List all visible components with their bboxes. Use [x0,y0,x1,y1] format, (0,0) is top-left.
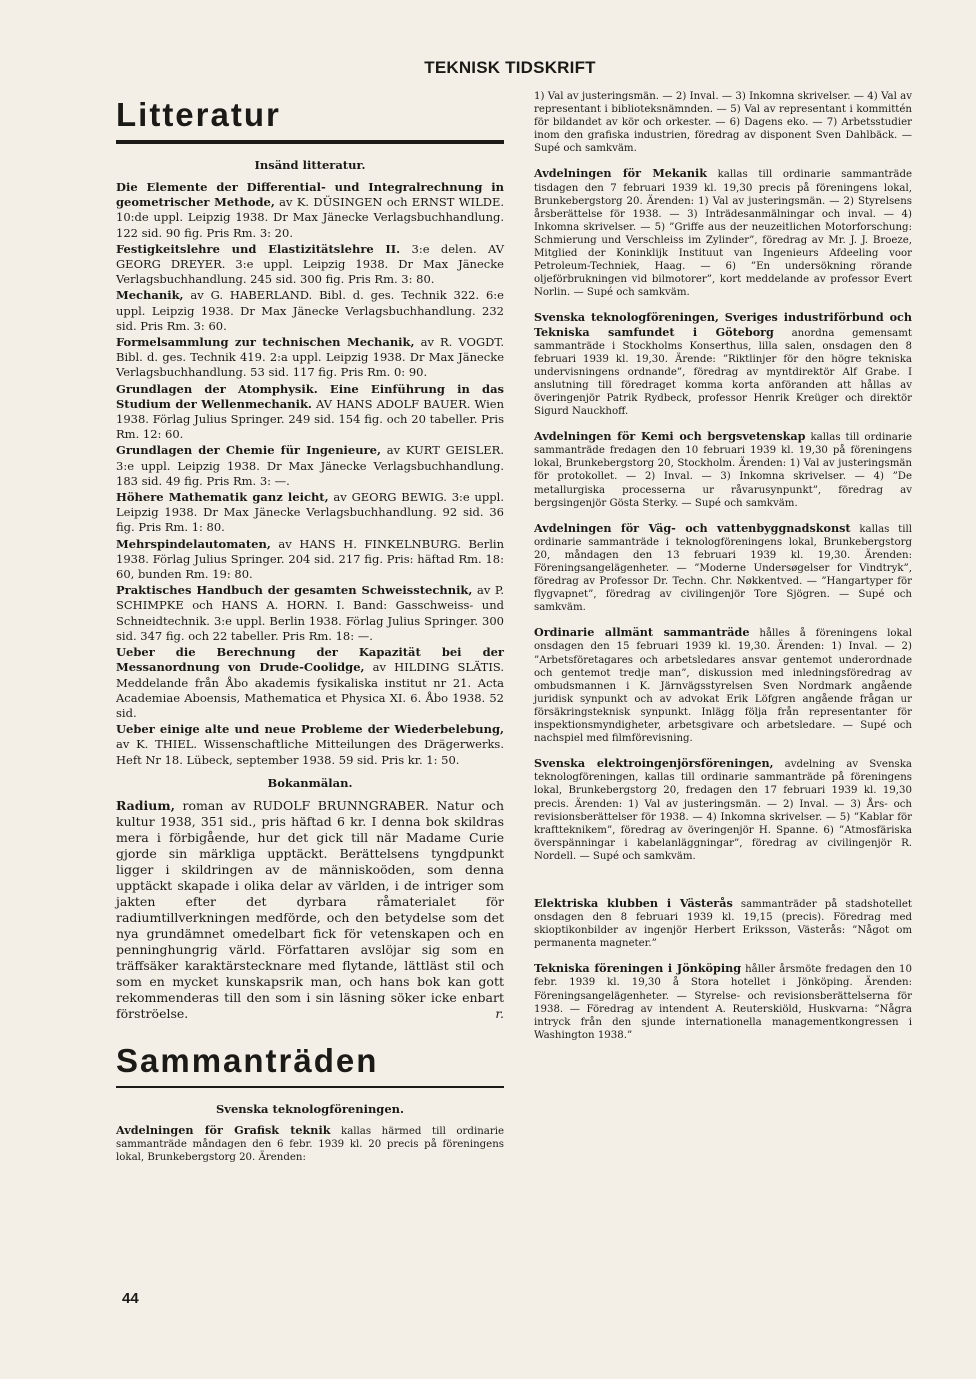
spacer [534,875,912,897]
section-rule [116,140,504,144]
meeting-notice: Elektriska klubben i Västerås sammanträder på stadshotellet onsdagen den 8 februari 1939 kl. 19,15 (precis). Föredrag med skioptikonbilder av ingenjör Herbert Eriksson, Västerås: ”Något om permanenta magneter.” [534,895,912,950]
subhead-insand-litteratur: Insänd litteratur. [254,158,366,172]
book-entry: Formelsammlung zur technischen Mechanik, av R. VOGDT. Bibl. d. ges. Technik 419. 2:a uppl. Leipzig 1938. Dr Max Jänecke Verlagsbuchhandlung. 53 sid. 117 fig. Pris Rm. 0: 90. [116,335,504,380]
reviewer-signature: r. [495,1005,504,1021]
meeting-notice: Avdelningen för Mekanik kallas till ordinarie sammanträde tisdagen den 7 februari 1939 kl. 19,30 precis på föreningens lokal, Brunkebergstorg 20. Ärenden: 1) Val av justeringsmän. — 2) Styrelsens årsberättelse för 1938. — 3) Inträdesanmälningar och inval. — 4) Inkomna skrivelser. — 5) ”Griffe aus der neuzeitlichen Motorforschung: Schmierung und Verschleiss im Zylinder”, föredrag av Mr. J. J. Broeze, Mitglied der Koninklijk Instituut van Ingenieurs Afdeeling voor Petroleum-Techniek, Haag. — 6) ”En undersökning rörande oljeförbrukningen vid bilmotorer”, kort meddelande av professor Evert Norlin. — Supé och samkväm. [534,166,912,299]
left-column [116,94,504,1176]
section-rule [116,1086,504,1088]
book-entry: Die Elemente der Differential- und Integralrechnung in geometrischer Methode, av K. DÜSINGEN och ERNST WILDE. 10:de uppl. Leipzig 1938. Dr Max Jänecke Verlagsbuchhandlung. 122 sid. 90 fig. Pris Rm. 3: 20. [116,180,504,240]
right-column [534,90,912,1054]
book-entry: Ueber einige alte und neue Probleme der Wiederbelebung, av K. THIEL. Wissenschaftliche Mitteilungen des Drägerwerks. Heft Nr 18. Lübeck, september 1938. 59 sid. Pris kr. 1: 50. [116,722,504,767]
section-title-litteratur: Litteratur [116,96,281,133]
section-title-sammantraden: Sammanträden [116,1041,379,1079]
meeting-notice: Svenska elektroingenjörsföreningen, avdelning av Svenska teknologföreningen, kallas till ordinarie sammanträde på föreningens lokal, Brunkebergstorg 20, fredagen den 17 februari 1939 kl. 19,30 precis. Ärenden: 1) Val av justeringsmän. — 2) Inval. — 3) Års- och revisionsberättelser för 1938. — 4) Inkomna skrivelser. — 5) ”Kablar för kraftteknikem”, föredrag av överingenjör H. Spanne. 6) ”Atmosfäriska överspänningar i kabelanläggningar”, föredrag av civilingenjör R. Nordell. — Supé och samkväm. [534,756,912,862]
meeting-notice: Avdelningen för Grafisk teknik kallas härmed till ordinarie sammanträde måndagen den 6 febr. 1939 kl. 20 precis på föreningens lokal, Brunkebergstorg 20. Ärenden: [116,1122,504,1163]
book-entry: Ueber die Berechnung der Kapazität bei der Messanordnung von Drude-Coolidge, av HILDING SLÄTIS. Meddelande från Åbo akademis fysikaliska institut nr 21. Acta Academiae Aboensis, Mathematica et Physica XI. 6. Åbo 1938. 52 sid. [116,645,504,720]
meeting-notice: Svenska teknologföreningen, Sveriges industriförbund och Tekniska samfundet i Göteborg anordna gemensamt sammanträde i Stockholms Konserthus, lilla salen, onsdagen den 8 februari 1939 kl. 19,30. Ärende: ”Riktlinjer för den högre tekniska undervisningens ordnande”, föredrag av myntdirektör Alf Grabe. I anslutning till föredraget komma korta anföranden att hållas av överingenjör Patrik Rydbeck, professor Henrik Kreüger och direktör Sigurd Nauckhoff. [534,310,912,418]
meeting-notice: Ordinarie allmänt sammanträde hålles å föreningens lokal onsdagen den 15 februari 1939 kl. 19,30. Ärenden: 1) Inval. — 2) ”Arbetsföretagares och arbetsledares ansvar gentemot underordnade och gentemot tredje man”, diskussion med inledningsföredrag av ombudsmannen i K. Järnvägsstyrelsen Sven Nordmark angående juridisk synpunkt och av advokat Erik Löfgren angående frågan ur försäkringsteknisk synpunkt. Inlägg följa från representanter för inspektionsmyndigheter, arbetsgivare och arbetsledare. — Supé och nachspiel med filmförevisning. [534,625,913,745]
meeting-notice: Avdelningen för Väg- och vattenbyggnadskonst kallas till ordinarie sammanträde i teknologföreningens lokal, Brunkebergstorg 20, måndagen den 13 februari 1939 kl. 19,30. Ärenden: Föreningsangelägenheter. — ”Moderne Undersøgelser for Vindtryk”, föredrag av Professor Dr. Techn. Chr. Nøkkentved. — ”Hangartyper för flygvapnet”, föredrag av civilingenjör Tore Sjögren. — Supé och samkväm. [534,520,912,614]
book-entry: Grundlagen der Chemie für Ingenieure, av KURT GEISLER. 3:e uppl. Leipzig 1938. Dr Max Jänecke Verlagsbuchhandlung. 183 sid. 49 fig. Pris Rm. 3: —. [116,443,504,488]
book-entry: Mechanik, av G. HABERLAND. Bibl. d. ges. Technik 322. 6:e uppl. Leipzig 1938. Dr Max Jänecke Verlagsbuchhandlung. 232 sid. Pris Rm. 3: 60. [116,288,504,333]
book-entry: Grundlagen der Atomphysik. Eine Einführung in das Studium der Wellenmechanik. AV HANS ADOLF BAUER. Wien 1938. Förlag Julius Springer. 249 sid. 154 fig. och 20 tabeller. Pris Rm. 12: 60. [116,381,504,442]
meeting-notice-continuation: 1) Val av justeringsmän. — 2) Inval. — 3) Inkomna skrivelser. — 4) Val av representant i biblioteksnämnden. — 5) Val av representant i kommittén för bildandet av kör och orkester. — 6) Dagens eko. — 7) Arbetsstudier inom den grafiska industrien, föredrag av disponent Sven Dahlbäck. — Supé och samkväm. [534,91,912,155]
subhead-teknologforeningen: Svenska teknologföreningen. [215,1101,405,1116]
meeting-notice: Avdelningen för Kemi och bergsvetenskap kallas till ordinarie sammanträde fredagen den 10 februari 1939 kl. 19,30 på föreningens lokal, Brunkebergstorg 20, Stockholm. Ärenden: 1) Val av justeringsmän för protokollet. — 2) Inval. — 3) Inkomna skrivelser. — 4) ”De metallurgiska processerna ur råvarusynpunkt”, föredrag av bergsingenjör Gösta Sterky. — Supé och samkväm. [534,429,912,509]
book-entry: Mehrspindelautomaten, av HANS H. FINKELNBURG. Berlin 1938. Förlag Julius Springer. 204 sid. 217 fig. Pris: häftad Rm. 18: 60, bunden Rm. 19: 80. [116,536,504,582]
meeting-notice: Tekniska föreningen i Jönköping håller årsmöte fredagen den 10 febr. 1939 kl. 19,30 å Stora hotellet i Jönköping. Ärenden: Föreningsangelägenheter. — Styrelse- och revisionsberättelserna för 1938. — Föredrag av intendent A. Reuterskiöld, Huskvarna: ”Några intryck från den sjunde internationella managementkongressen i Washington 1938.” [534,961,912,1041]
book-entry: Festigkeitslehre und Elastizitätslehre II. 3:e delen. AV GEORG DREYER. 3:e uppl. Leipzig 1938. Dr Max Jänecke Verlagsbuchhandlung. 245 sid. 300 fig. Pris Rm. 3: 80. [116,241,504,287]
masthead: TEKNISK TIDSKRIFT [424,58,596,77]
book-review: Radium, roman av RUDOLF BRUNNGRABER. Natur och kultur 1938, 351 sid., pris häftad 6 kr. I denna bok skildras mera i förbigående, hur det gick till när Madame Curie gjorde sin märkliga upptäckt. Berättelsens tyngdpunkt ligger i skildringen av de människoöden, som denna upptäckt skapade i olika delar av världen, i de intriger som jakten efter det dyrbara råmaterialet för radiumtillverkningen medförde, och den betydelse som det nya grundämnet omedelbart fick för vetenskapen och en penninghungrig värld. Författaren avslöjar sig som en träffsäker karaktärstecknare med flytande, lättläst stil och som en mycket kunskapsrik man, och hans bok kan gott rekommenderas till den som i sin läsning söker icke enbart förströelse. r. [116,797,504,1021]
subhead-bokanmalan: Bokanmälan. [267,775,353,790]
page-number: 44 [122,1290,139,1307]
book-entry: Praktisches Handbuch der gesamten Schweisstechnik, av P. SCHIMPKE och HANS A. HORN. I. Band: Gasschweiss- und Schneidtechnik. 3:e uppl. Berlin 1938. Förlag Julius Springer. 300 sid. 347 fig. och 22 tabeller. Pris Rm. 18: —. [116,583,504,643]
book-entry: Höhere Mathematik ganz leicht, av GEORG BEWIG. 3:e uppl. Leipzig 1938. Dr Max Jänecke Verlagsbuchhandlung. 92 sid. 36 fig. Pris Rm. 1: 80. [116,490,504,535]
